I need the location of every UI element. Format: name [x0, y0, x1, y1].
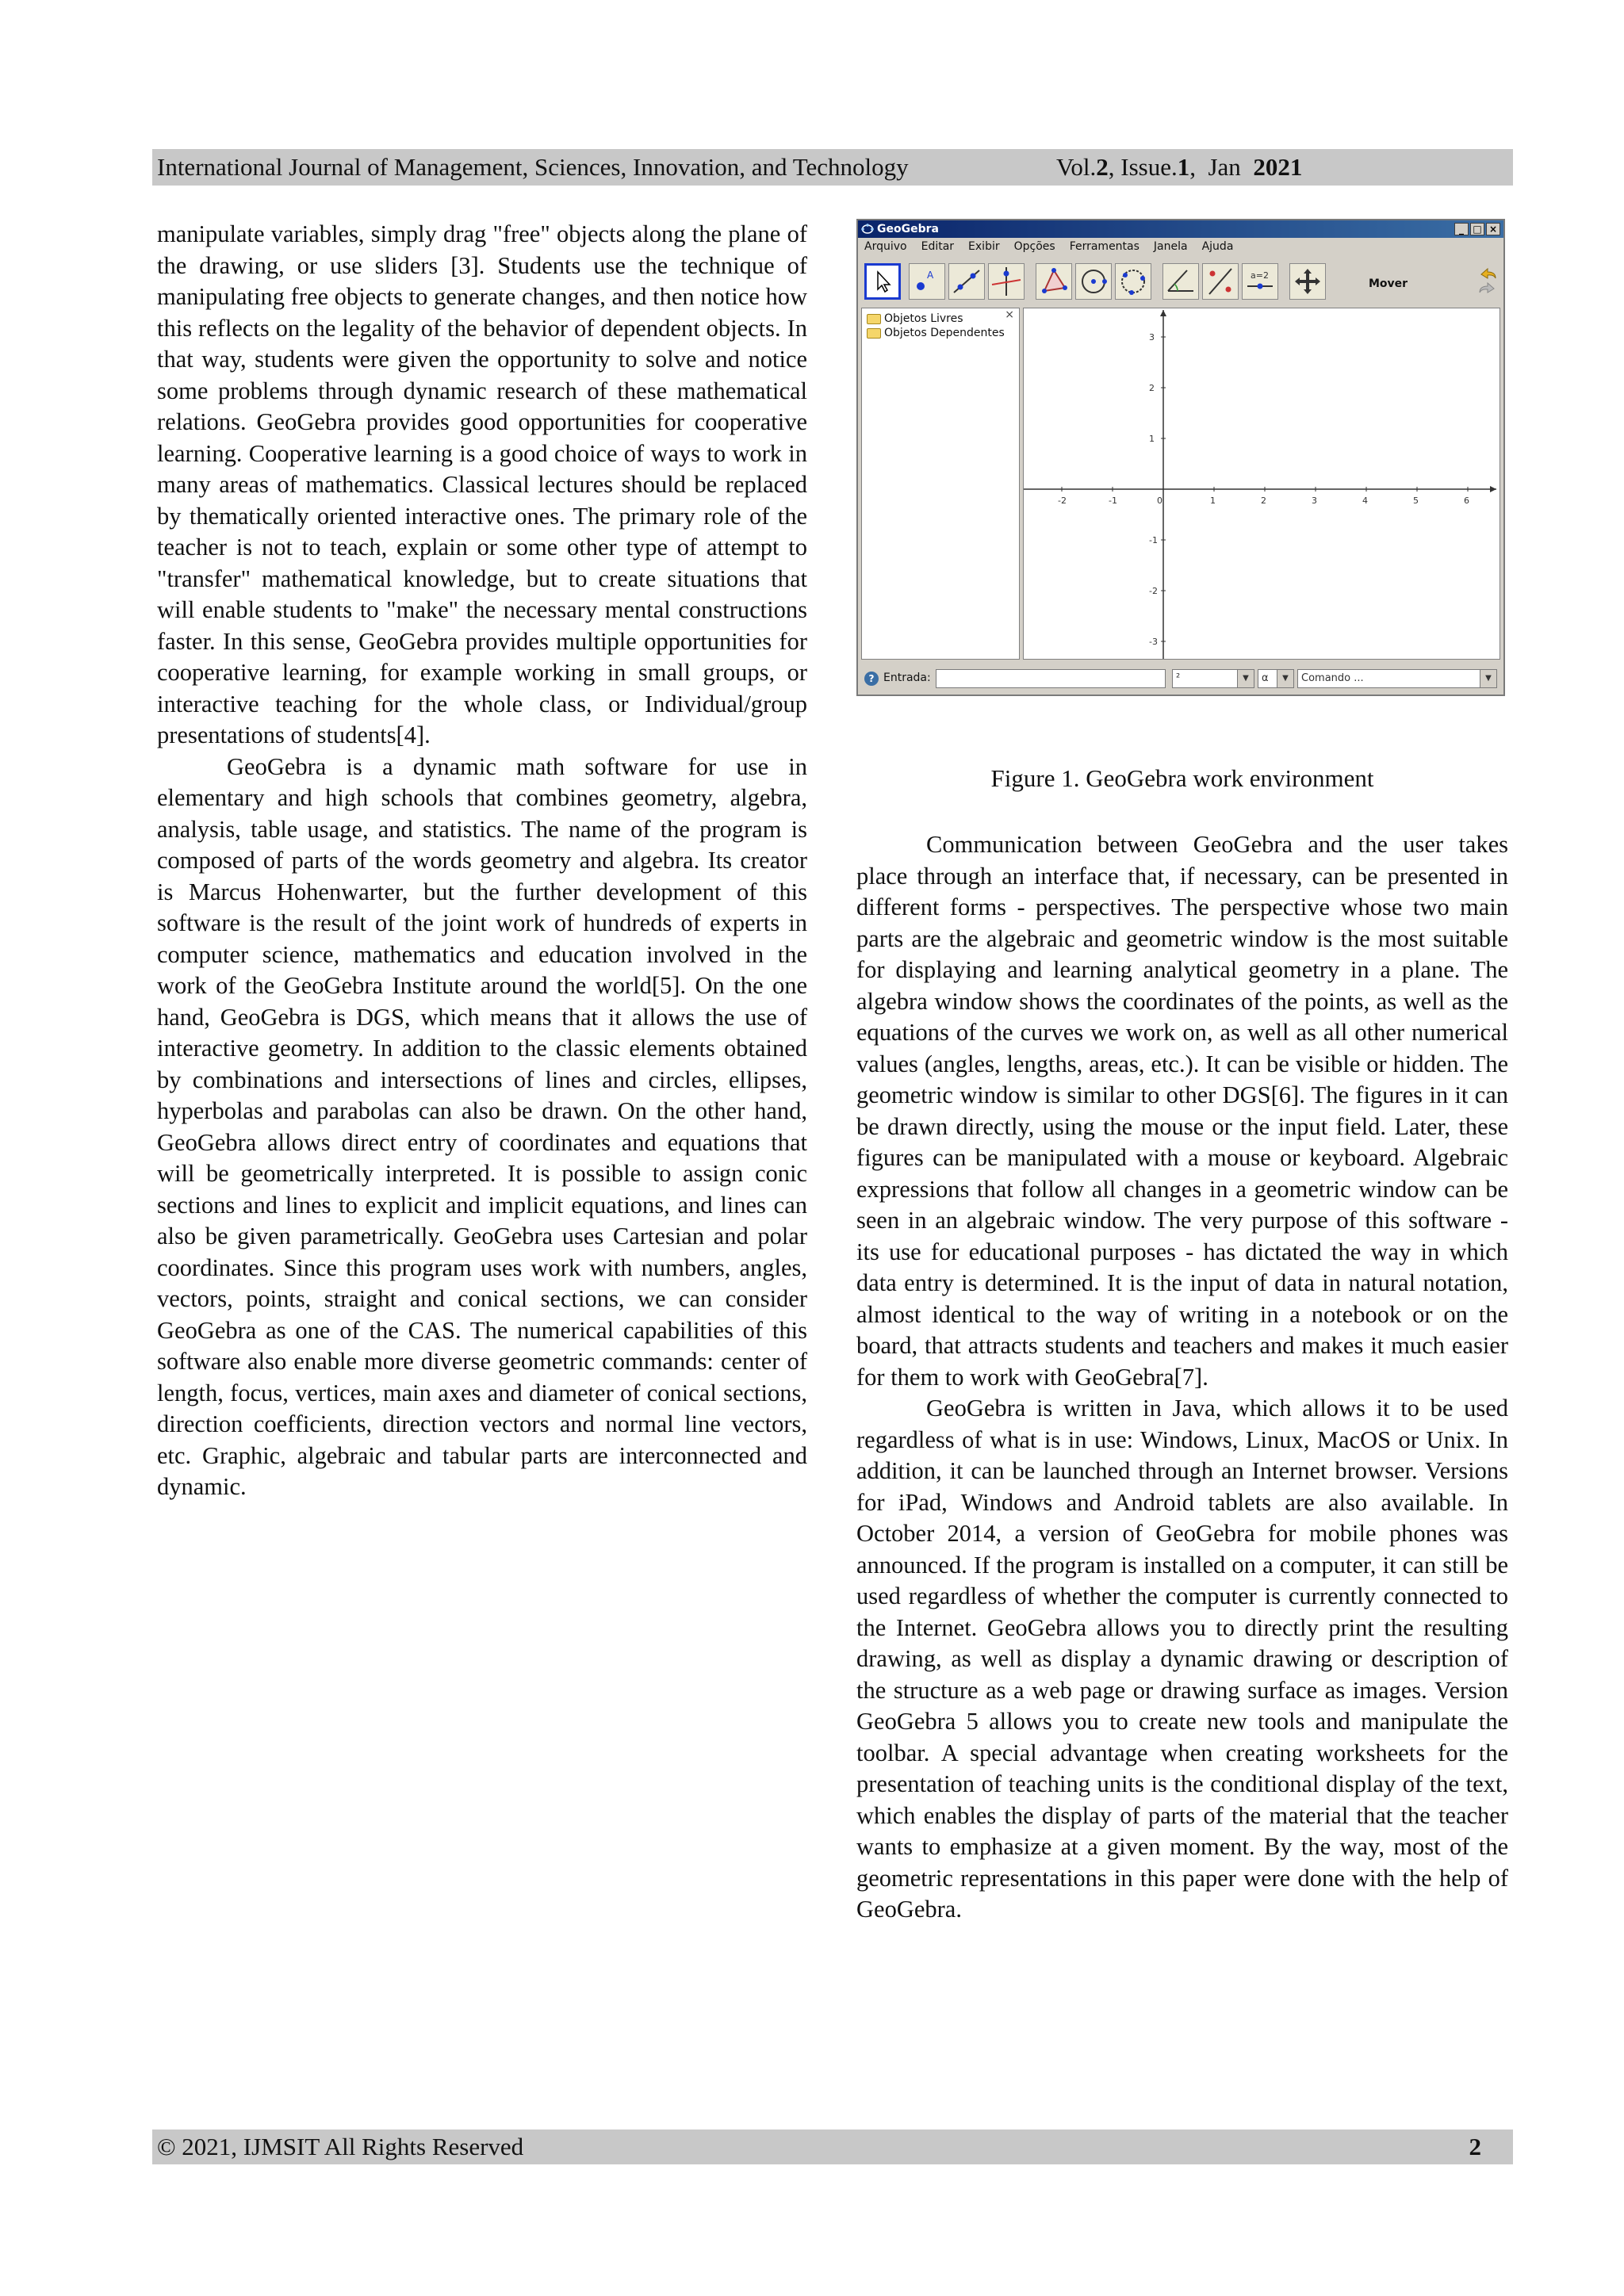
paragraph: GeoGebra is written in Java, which allows it to be used regardless of what is in use: Windows, Linux, MacOS or Unix. In addition, it can be launched through an Internet browser. Versions for iPad, Windows and Android tablets are also available. In October 2014, a version of GeoGebra for mobile phones was announced. If the program is installed on a computer, it can still be used regardless of whether the computer is currently connected to the Internet. GeoGebra allows you to directly print the resulting drawing, as well as display a dynamic drawing or description of the structure as a web page or drawing surface as images. Version GeoGebra 5 allows you to create new tools and manipulate the toolbar. A special advantage when creating worksheets for the presentation of teaching units is the conditional display of the text, which enables the display of parts of the material that the teacher wants to emphasize at a given moment. By the way, most of the geometric representations in this paper were done with the help of GeoGebra. — [856, 1395, 1508, 1923]
page-number: 2 — [1469, 2133, 1481, 2160]
undo-icon — [1478, 265, 1497, 297]
svg-text:a=2: a=2 — [1251, 270, 1269, 281]
right-column — [856, 829, 1508, 1926]
y-tick-label: -1 — [1149, 535, 1158, 545]
chevron-down-icon: ▼ — [1277, 670, 1293, 687]
menu-item-arquivo: Arquivo — [864, 240, 907, 253]
window-title: GeoGebra — [877, 223, 939, 235]
greek-letter-select — [1258, 669, 1294, 688]
algebra-folder-free-objects — [867, 312, 963, 326]
circle-three-points-tool-icon — [1115, 263, 1151, 300]
perpendicular-line-tool-icon — [988, 263, 1025, 300]
date-prefix: , Jan — [1189, 153, 1254, 181]
algebra-folder-dependent-objects — [867, 326, 1005, 340]
command-select-value: Comando ... — [1301, 672, 1364, 684]
x-tick-label: 0 — [1157, 496, 1162, 506]
running-header — [152, 149, 1513, 186]
y-axis-arrow-icon — [1160, 310, 1166, 316]
input-bar — [858, 663, 1503, 695]
line-tool-icon — [948, 263, 985, 300]
y-tick-label: -2 — [1149, 586, 1158, 596]
x-tick-label: -2 — [1058, 496, 1067, 506]
menu-item-ferramentas: Ferramentas — [1069, 240, 1139, 253]
y-tick-label: 2 — [1149, 383, 1155, 393]
algebra-folder-label: Objetos Livres — [884, 312, 963, 325]
year: 2021 — [1253, 153, 1303, 181]
slider-tool-icon — [1242, 263, 1278, 300]
menu-item-janela: Janela — [1153, 240, 1188, 253]
running-footer — [152, 2130, 1513, 2164]
command-select — [1297, 669, 1497, 688]
folder-icon — [867, 328, 881, 339]
angle-tool-icon — [1162, 263, 1199, 300]
input-label: Entrada: — [883, 672, 931, 684]
move-tool-icon — [864, 263, 901, 300]
figure-caption: Figure 1. GeoGebra work environment — [990, 764, 1374, 792]
paragraph: manipulate variables, simply drag "free" objects along the plane of the drawing, or use sliders [3]. Students use the technique of manipulating free objects to generate changes, and then notice how this reflects on the legality of the behavior of dependent objects. In that way, students were given the opportunity to solve and notice some problems through dynamic research of these mathematical relations. GeoGebra provides good opportunities for cooperative learning. Cooperative learning is a good choice of ways to work in many areas of mathematics. Classical lectures should be replaced by thematically oriented interactive ones. The primary role of the teacher is not to teach, explain or some other type of attempt to "transfer" mathematical knowledge, but to create situations that will enable students to "make" the necessary mental constructions faster. In this sense, GeoGebra provides multiple opportunities for cooperative learning, for example working in small groups, or interactive teaching for the whole class, or Individual/group presentations of students[4]. — [157, 220, 807, 748]
menu-item-opcoes: Opções — [1013, 240, 1055, 253]
move-graphics-view-tool-icon — [1289, 263, 1326, 300]
x-tick-label: 6 — [1464, 496, 1469, 506]
journal-title: International Journal of Management, Sciences, Innovation, and Technology — [157, 153, 909, 181]
y-tick-label: 3 — [1149, 332, 1155, 342]
geogebra-window-figure — [856, 219, 1505, 696]
x-tick-label: 1 — [1210, 496, 1216, 506]
reflect-tool-icon — [1202, 263, 1239, 300]
x-tick-label: 4 — [1362, 496, 1368, 506]
circle-center-point-tool-icon — [1075, 263, 1112, 300]
chevron-down-icon: ▼ — [1237, 670, 1254, 687]
coordinate-axes — [1024, 308, 1500, 659]
vol-number: 2 — [1096, 153, 1109, 181]
toolbar — [861, 258, 1500, 301]
x-tick-label: 5 — [1413, 496, 1419, 506]
selected-tool-label: Mover — [1369, 277, 1408, 290]
close-icon: × — [1486, 223, 1500, 235]
algebra-folder-label: Objetos Dependentes — [884, 327, 1005, 339]
menu-item-ajuda: Ajuda — [1201, 240, 1234, 253]
menu-item-editar: Editar — [921, 240, 955, 253]
algebra-view — [861, 308, 1020, 660]
issue-number: 1 — [1177, 153, 1190, 181]
minimize-icon: _ — [1454, 223, 1469, 235]
paragraph: Communication between GeoGebra and the user takes place through an interface that, if necessary, can be presented in different forms - perspectives. The perspective whose two main parts are the algebraic and geometric window is the most suitable for displaying and learning analytical geometry in a plane. The algebra window shows the coordinates of the points, as well as the equations of the curves we work on, as well as all other numerical values (angles, lengths, areas, etc.). It can be visible or hidden. The geometric window is similar to other DGS[6]. The figures in it can be drawn directly, using the mouse or the input field. Later, these figures can be manipulated with a mouse or keyboard. Algebraic expressions that follow all changes in a geometric window can be seen in an algebraic window. The very purpose of this software - its use for educational purposes - has dictated the way in which data entry is determined. It is the input of data in natural notation, almost identical to the way of writing in a notebook or on the board, that attracts students and teachers and makes it much easier for them to work with GeoGebra[7]. — [856, 831, 1508, 1391]
x-tick-label: 3 — [1312, 496, 1317, 506]
point-tool-icon — [909, 263, 945, 300]
svg-text:A: A — [927, 270, 934, 281]
y-tick-label: 1 — [1149, 434, 1155, 444]
x-axis-arrow-icon — [1490, 486, 1496, 492]
menu-item-exibir: Exibir — [968, 240, 1000, 253]
copyright: © 2021, IJMSIT All Rights Reserved — [157, 2133, 524, 2160]
vol-prefix: Vol. — [1056, 153, 1097, 181]
maximize-icon: □ — [1470, 223, 1484, 235]
x-tick-label: 2 — [1261, 496, 1266, 506]
issue-prefix: , Issue. — [1108, 153, 1178, 181]
issue-info — [1056, 149, 1302, 186]
graphics-view — [1023, 308, 1500, 660]
x-tick-label: -1 — [1109, 496, 1117, 506]
greek-select-value: α — [1262, 672, 1269, 684]
y-tick-label: -3 — [1149, 637, 1158, 647]
help-icon: ? — [864, 672, 879, 686]
geogebra-app-icon — [861, 223, 874, 235]
power-select-value: ² — [1176, 672, 1181, 684]
folder-icon — [867, 314, 881, 324]
chevron-down-icon: ▼ — [1480, 670, 1496, 687]
menu-bar — [858, 238, 1503, 255]
polygon-tool-icon — [1036, 263, 1072, 300]
window-titlebar — [858, 220, 1503, 238]
power-select — [1172, 669, 1254, 688]
paragraph: GeoGebra is a dynamic math software for use in elementary and high schools that combines geometry, algebra, analysis, table usage, and statistics. The name of the program is composed of parts of the words geometry and algebra. Its creator is Marcus Hohenwarter, but the further development of this software is the result of the joint work of hundreds of experts in computer science, mathematics and education involved in the work of the GeoGebra Institute around the world[5]. On the one hand, GeoGebra is DGS, which means that it allows the use of interactive geometry. In addition to the classic elements obtained by combinations and intersections of lines and circles, ellipses, hyperbolas and parabolas can also be drawn. On the other hand, GeoGebra allows direct entry of coordinates and equations that will be geometrically interpreted. It is possible to assign conic sections and lines to explicit and implicit equations, and lines can also be given parametrically. GeoGebra uses Cartesian and polar coordinates. Since this program uses work with numbers, angles, vectors, points, straight and conical sections, we can consider GeoGebra as one of the CAS. The numerical capabilities of this software also enable more diverse geometric commands: center of length, focus, vertices, main axes and diameter of conical sections, direction coefficients, direction vectors and normal line vectors, etc. Graphic, algebraic and tabular parts are interconnected and dynamic. — [157, 752, 807, 1500]
input-field — [936, 669, 1166, 688]
left-column — [157, 219, 807, 1503]
close-icon: × — [1005, 308, 1014, 321]
